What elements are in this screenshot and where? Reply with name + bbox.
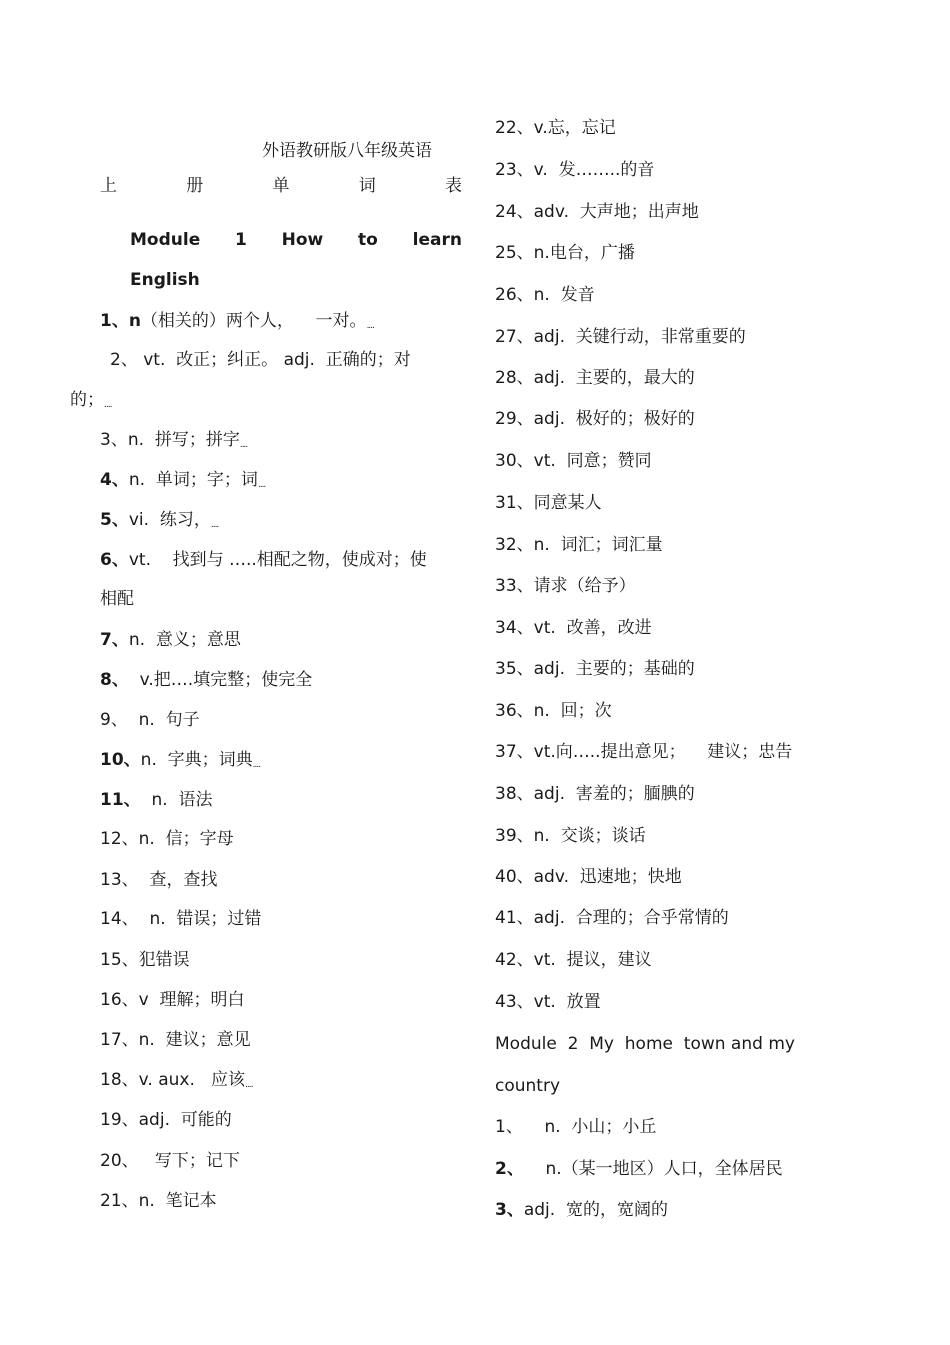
module1-heading-line2: English (130, 270, 200, 290)
entry-definition: adj. 主要的，最大的 (533, 368, 695, 388)
subtitle-char: 册 (186, 176, 204, 196)
entry-number: 3、 (100, 430, 128, 450)
entry-definition: adj. 宽的，宽阔的 (523, 1200, 668, 1220)
vocab-entry-right (495, 492, 602, 514)
vocab-entry-right (495, 825, 646, 847)
vocab-entry-right (495, 866, 682, 888)
entry-number: 5、 (100, 510, 129, 530)
entry-definition: n. 单词；字；词 (128, 470, 258, 490)
vocab-entry-left (100, 429, 247, 456)
entry-definition: n. 建议；意见 (138, 1030, 251, 1050)
entry-definition: vt. 找到与 …..相配之物，使成对；使 (128, 550, 427, 570)
entry-number: 6、 (100, 550, 129, 570)
vocab-entry-left (100, 1190, 217, 1212)
entry-definition: v. aux. 应该 (138, 1070, 246, 1090)
vocab-entry-left (100, 1150, 240, 1172)
entry-number: 38、 (495, 784, 534, 804)
vocab-entry-right (495, 700, 612, 722)
entry-number: 13、 (100, 870, 139, 890)
entry-number: 29、 (495, 409, 534, 429)
entry-definition: 犯错误 (138, 950, 190, 970)
entry-definition: vi. 练习， (128, 510, 211, 530)
subtitle-char: 上 (100, 176, 117, 196)
vocab-entry-right (495, 408, 695, 430)
vocab-entry-right (495, 741, 792, 763)
trailing-dots: .... (239, 440, 248, 450)
entry-number: 1、n (100, 311, 141, 331)
vocab-entry-right (495, 1158, 783, 1180)
vocab-entry-right (495, 949, 652, 971)
vocab-entry-right (495, 1075, 560, 1097)
vocab-entry-right (495, 534, 663, 556)
entry-definition: v.忘，忘记 (533, 118, 616, 138)
trailing-dots: .... (366, 321, 375, 331)
subtitle-char: 表 (445, 176, 462, 196)
entry-number: 9、 (100, 710, 128, 730)
entry-definition: n. 交谈；谈话 (533, 826, 646, 846)
entry-definition: vt. 同意；赞同 (533, 451, 652, 471)
document-subtitle (100, 171, 462, 196)
entry-definition: vt. 提议，建议 (533, 950, 652, 970)
entry-definition: country (495, 1076, 561, 1096)
entry-definition: n. 笔记本 (138, 1191, 217, 1211)
entry-definition: 同意某人 (533, 493, 602, 513)
vocab-entry-right (495, 783, 695, 805)
trailing-dots: .... (257, 480, 266, 490)
vocab-entry-left (100, 828, 234, 850)
module1-word: Module (130, 230, 201, 250)
entry-number: 41、 (495, 908, 534, 928)
entry-number: 32、 (495, 535, 534, 555)
vocab-entry-right (495, 367, 695, 389)
entry-number: 39、 (495, 826, 534, 846)
vocab-entry-right (495, 450, 652, 472)
vocab-entry-left (100, 1109, 232, 1131)
entry-definition: adj. 害羞的；腼腆的 (533, 784, 695, 804)
entry-number: 20、 (100, 1151, 139, 1171)
module1-word: to (358, 230, 378, 250)
vocab-entry-left (100, 749, 260, 776)
vocab-entry-left (100, 869, 217, 891)
entry-number: 7、 (100, 630, 129, 650)
entry-definition: adj. 主要的；基础的 (533, 659, 695, 679)
vocab-entry-left (100, 709, 200, 731)
entry-definition: adj. 可能的 (138, 1110, 232, 1130)
vocab-entry-right (495, 284, 595, 306)
entry-definition: v.把….填完整；使完全 (128, 670, 313, 690)
trailing-dots: .... (252, 760, 261, 770)
vocab-entry-left (100, 549, 427, 571)
vocab-entry-left (70, 389, 111, 416)
vocab-entry-right (495, 117, 616, 139)
entry-number: 37、 (495, 742, 534, 762)
entry-definition: vt. 改正；纠正。 adj. 正确的；对 (137, 350, 411, 370)
entry-number: 11、 (100, 790, 141, 810)
module1-word: learn (412, 230, 462, 250)
entry-definition: Module 2 My home town and my (495, 1034, 795, 1054)
entry-number: 19、 (100, 1110, 139, 1130)
vocab-entry-left (100, 989, 245, 1011)
entry-definition: 相配 (100, 589, 134, 609)
vocab-entry-right (495, 1033, 795, 1055)
entry-number: 24、 (495, 202, 534, 222)
entry-number: 23、 (495, 160, 534, 180)
entry-number: 25、 (495, 243, 534, 263)
entry-definition: adj. 极好的；极好的 (533, 409, 695, 429)
vocab-entry-left (110, 349, 411, 371)
vocab-entry-left (100, 669, 312, 691)
entry-definition: vt. 改善，改进 (533, 618, 652, 638)
entry-definition: n. 发音 (533, 285, 595, 305)
module1-heading (130, 230, 462, 250)
entry-definition: adj. 合理的；合乎常情的 (533, 908, 729, 928)
entry-number: 43、 (495, 992, 534, 1012)
vocab-entry-left (100, 469, 265, 496)
entry-number: 27、 (495, 327, 534, 347)
vocab-entry-right (495, 1116, 656, 1138)
entry-definition: 查，查找 (138, 870, 218, 890)
entry-number: 22、 (495, 118, 534, 138)
vocab-entry-left (100, 509, 218, 536)
vocab-entry-left (100, 949, 190, 971)
entry-definition: adv. 大声地；出声地 (533, 202, 699, 222)
subtitle-char: 单 (272, 176, 290, 196)
trailing-dots: .... (210, 520, 219, 530)
entry-number: 21、 (100, 1191, 139, 1211)
entry-definition: vt.向…..提出意见； 建议；忠告 (533, 742, 793, 762)
entry-number: 16、 (100, 990, 139, 1010)
entry-definition: v 理解；明白 (138, 990, 245, 1010)
entry-definition: v. 发……..的音 (533, 160, 655, 180)
entry-definition: adj. 关键行动，非常重要的 (533, 327, 746, 347)
vocab-entry-left (100, 908, 261, 930)
vocab-entry-right (495, 201, 699, 223)
entry-number: 1、 (495, 1117, 523, 1137)
entry-definition: n. 句子 (127, 710, 200, 730)
entry-number: 30、 (495, 451, 534, 471)
entry-number: 28、 (495, 368, 534, 388)
entry-definition: n. 词汇；词汇量 (533, 535, 663, 555)
vocab-entry-right (495, 326, 746, 348)
vocab-entry-right (495, 159, 654, 181)
entry-definition: n. 小山；小丘 (522, 1117, 657, 1137)
vocab-entry-right (495, 991, 601, 1013)
subtitle-char: 词 (358, 176, 376, 196)
entry-number: 15、 (100, 950, 139, 970)
entry-definition: （相关的）两个人， 一对。 (140, 311, 367, 331)
vocab-entry-right (495, 575, 636, 597)
entry-number: 10、 (100, 750, 141, 770)
entry-number: 34、 (495, 618, 534, 638)
vocab-entry-right (495, 1199, 668, 1221)
entry-number: 42、 (495, 950, 534, 970)
module1-word: 1 (235, 230, 247, 250)
module1-word: How (281, 230, 324, 250)
vocab-entry-left (100, 310, 374, 337)
vocab-entry-right (495, 242, 635, 264)
entry-definition: 写下；记下 (138, 1151, 240, 1171)
entry-number: 3、 (495, 1200, 524, 1220)
vocab-entry-right (495, 617, 652, 639)
entry-number: 2、 (110, 350, 138, 370)
entry-definition: n. 字典；词典 (140, 750, 253, 770)
entry-definition: n.（某一地区）人口，全体居民 (523, 1159, 783, 1179)
entry-definition: vt. 放置 (533, 992, 601, 1012)
entry-number: 18、 (100, 1070, 139, 1090)
entry-definition: n. 拼写；拼字 (127, 430, 240, 450)
entry-definition: 请求（给予） (533, 576, 636, 596)
entry-definition: 的； (70, 390, 104, 410)
entry-number: 35、 (495, 659, 534, 679)
entry-number: 12、 (100, 829, 139, 849)
vocab-entry-right (495, 907, 729, 929)
vocab-entry-left (100, 789, 212, 811)
entry-number: 8、 (100, 670, 129, 690)
document-title: 外语教研版八年级英语 (262, 141, 432, 161)
vocab-entry-left (100, 629, 241, 651)
entry-number: 36、 (495, 701, 534, 721)
entry-number: 17、 (100, 1030, 139, 1050)
entry-number: 4、 (100, 470, 129, 490)
vocab-entry-left (100, 1069, 253, 1096)
entry-number: 31、 (495, 493, 534, 513)
entry-definition: n. 意义；意思 (128, 630, 241, 650)
entry-definition: n. 语法 (140, 790, 213, 810)
entry-definition: adv. 迅速地；快地 (533, 867, 682, 887)
vocab-entry-left (100, 588, 134, 610)
entry-number: 33、 (495, 576, 534, 596)
entry-definition: n. 错误；过错 (138, 909, 262, 929)
entry-definition: n. 信；字母 (138, 829, 234, 849)
entry-definition: n. 回；次 (533, 701, 612, 721)
entry-number: 26、 (495, 285, 534, 305)
entry-definition: n.电台，广播 (533, 243, 635, 263)
entry-number: 40、 (495, 867, 534, 887)
trailing-dots: .... (104, 400, 112, 410)
vocab-entry-left (100, 1029, 251, 1051)
trailing-dots: .... (245, 1080, 253, 1090)
entry-number: 14、 (100, 909, 139, 929)
vocab-entry-right (495, 658, 695, 680)
entry-number: 2、 (495, 1159, 524, 1179)
